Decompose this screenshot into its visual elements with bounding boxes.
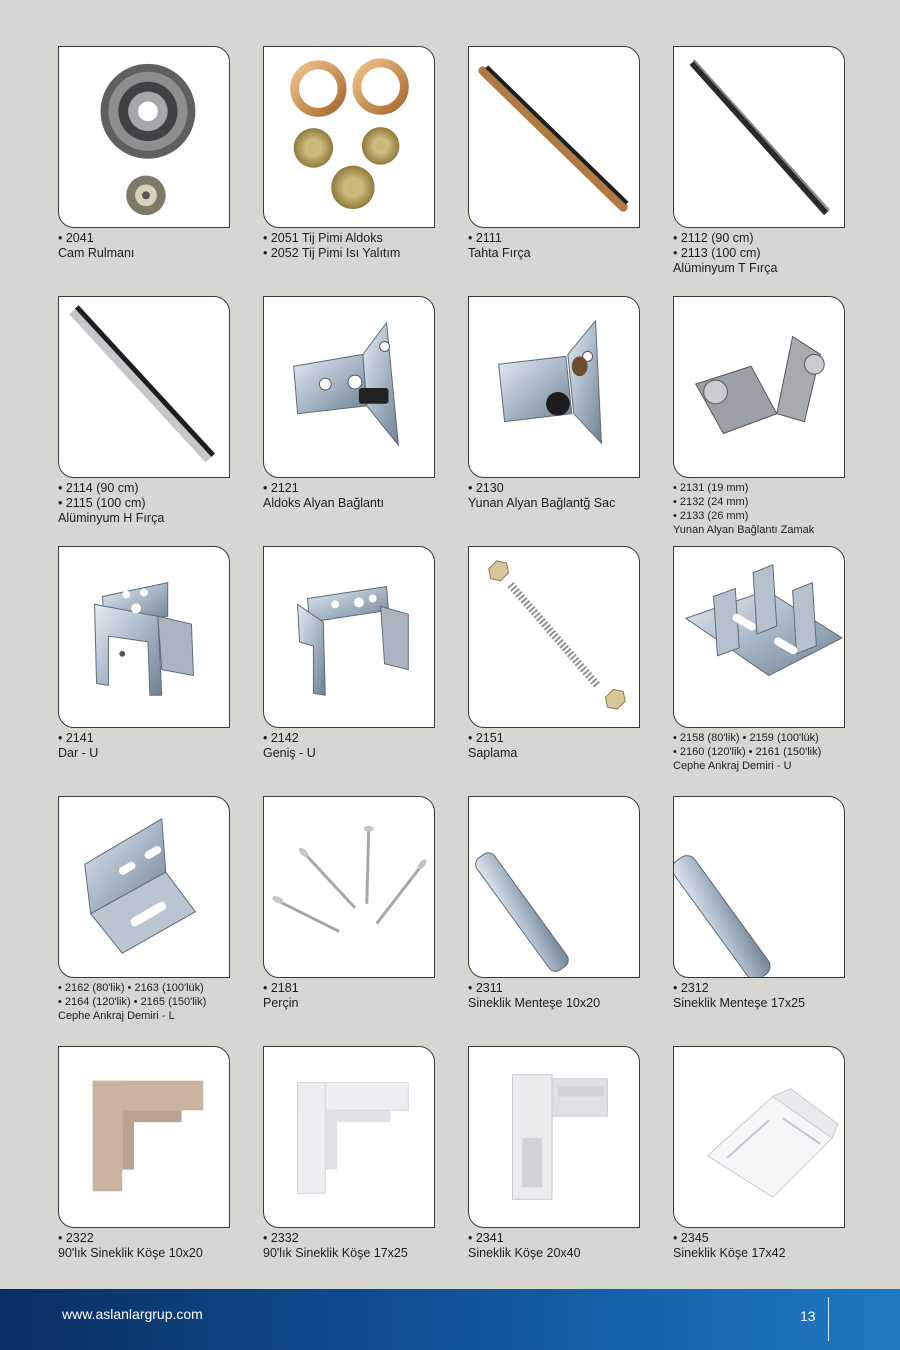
product-card (58, 296, 230, 546)
product-image-frame (263, 46, 435, 228)
product-image-frame (468, 46, 640, 228)
caption-line: • 2164 (120'lik) • 2165 (150'lik) (58, 996, 207, 1008)
product-card (58, 1046, 230, 1296)
caption-line: • 2115 (100 cm) (58, 496, 146, 510)
product-image-frame (263, 546, 435, 728)
product-caption (673, 1231, 845, 1261)
caption-line: • 2141 (58, 731, 94, 745)
product-card (58, 46, 230, 296)
product-image-frame (263, 296, 435, 478)
caption-line: • 2142 (263, 731, 299, 745)
product-card (263, 1046, 435, 1296)
product-card (468, 796, 640, 1046)
product-image-frame (58, 296, 230, 478)
product-caption (58, 1231, 230, 1261)
product-caption (673, 731, 845, 773)
product-caption (468, 1231, 640, 1261)
caption-line: Cam Rulmanı (58, 246, 135, 260)
caption-line: • 2121 (263, 481, 299, 495)
product-card (673, 46, 845, 296)
product-caption (58, 731, 230, 761)
product-card (673, 796, 845, 1046)
caption-line: • 2132 (24 mm) (673, 496, 749, 508)
product-image-frame (468, 1046, 640, 1228)
caption-line: • 2322 (58, 1231, 94, 1245)
product-image-frame (58, 546, 230, 728)
product-caption (58, 231, 230, 261)
product-caption (468, 481, 640, 511)
caption-line: • 2151 (468, 731, 504, 745)
caption-line: Yunan Alyan Bağlantı Zamak (673, 524, 815, 536)
product-image-frame (468, 796, 640, 978)
product-grid (58, 46, 848, 1296)
caption-line: Sineklik Menteşe 17x25 (673, 996, 806, 1010)
caption-line: • 2312 (673, 981, 709, 995)
product-card (58, 546, 230, 796)
product-card (263, 546, 435, 796)
caption-line: Saplama (468, 746, 518, 760)
product-image-frame (58, 46, 230, 228)
caption-line: • 2160 (120'lik) • 2161 (150'lik) (673, 746, 822, 758)
product-caption (263, 1231, 435, 1261)
caption-line: Sineklik Köşe 17x42 (673, 1246, 786, 1260)
caption-line: Yunan Alyan Bağlantğ Sac (468, 496, 616, 510)
caption-line: • 2158 (80'lik) • 2159 (100'lük) (673, 732, 819, 744)
footer-divider (828, 1297, 829, 1341)
caption-line: • 2341 (468, 1231, 504, 1245)
caption-line: • 2113 (100 cm) (673, 246, 761, 260)
caption-line: Tahta Fırça (468, 246, 531, 260)
product-card (673, 1046, 845, 1296)
caption-line: • 2162 (80'lik) • 2163 (100'lük) (58, 982, 204, 994)
product-caption (673, 981, 845, 1011)
caption-line: Dar - U (58, 746, 99, 760)
product-caption (468, 231, 640, 261)
product-caption (468, 981, 640, 1011)
caption-line: Alüminyum H Fırça (58, 511, 165, 525)
caption-line: • 2345 (673, 1231, 709, 1245)
caption-line: Cephe Ankraj Demiri - L (58, 1010, 175, 1022)
caption-line: • 2041 (58, 231, 94, 245)
product-card (58, 796, 230, 1046)
website-link[interactable]: www.aslanlargrup.com (62, 1306, 203, 1322)
caption-line: • 2114 (90 cm) (58, 481, 139, 495)
caption-line: • 2133 (26 mm) (673, 510, 749, 522)
footer-bar (0, 1289, 900, 1350)
product-card (263, 46, 435, 296)
product-image-frame (468, 296, 640, 478)
product-card (263, 296, 435, 546)
caption-line: Aldoks Alyan Bağlantı (263, 496, 384, 510)
caption-line: • 2311 (468, 981, 503, 995)
product-caption (263, 231, 435, 261)
caption-line: Sineklik Köşe 20x40 (468, 1246, 581, 1260)
product-caption (263, 481, 435, 511)
product-caption (468, 731, 640, 761)
caption-line: • 2131 (19 mm) (673, 482, 749, 494)
caption-line: Perçin (263, 996, 299, 1010)
product-card (468, 46, 640, 296)
caption-line: • 2181 (263, 981, 299, 995)
product-caption (673, 231, 845, 276)
product-image-frame (673, 296, 845, 478)
caption-line: Geniş - U (263, 746, 316, 760)
product-card (468, 1046, 640, 1296)
caption-line: Sineklik Menteşe 10x20 (468, 996, 601, 1010)
product-image-frame (673, 1046, 845, 1228)
product-caption (263, 731, 435, 761)
caption-line: 90'lık Sineklik Köşe 10x20 (58, 1246, 203, 1260)
product-image-frame (58, 1046, 230, 1228)
product-card (673, 296, 845, 546)
caption-line: Alüminyum T Fırça (673, 261, 778, 275)
caption-line: 90'lık Sineklik Köşe 17x25 (263, 1246, 408, 1260)
product-image-frame (58, 796, 230, 978)
product-caption (263, 981, 435, 1011)
product-image-frame (673, 46, 845, 228)
product-image-frame (263, 796, 435, 978)
caption-line: • 2130 (468, 481, 504, 495)
product-image-frame (673, 546, 845, 728)
caption-line: • 2112 (90 cm) (673, 231, 754, 245)
caption-line: • 2051 Tij Pimi Aldoks (263, 231, 383, 245)
caption-line: • 2111 (468, 231, 502, 245)
product-image-frame (673, 796, 845, 978)
product-image-frame (468, 546, 640, 728)
caption-line: • 2332 (263, 1231, 299, 1245)
product-image-frame (263, 1046, 435, 1228)
product-card (263, 796, 435, 1046)
product-caption (58, 481, 230, 526)
product-card (468, 546, 640, 796)
caption-line: Cephe Ankraj Demiri - U (673, 760, 792, 772)
product-caption (58, 981, 230, 1023)
product-card (468, 296, 640, 546)
caption-line: • 2052 Tij Pimi Isı Yalıtım (263, 246, 401, 260)
product-caption (673, 481, 845, 537)
page-number: 13 (800, 1308, 816, 1324)
product-card (673, 546, 845, 796)
